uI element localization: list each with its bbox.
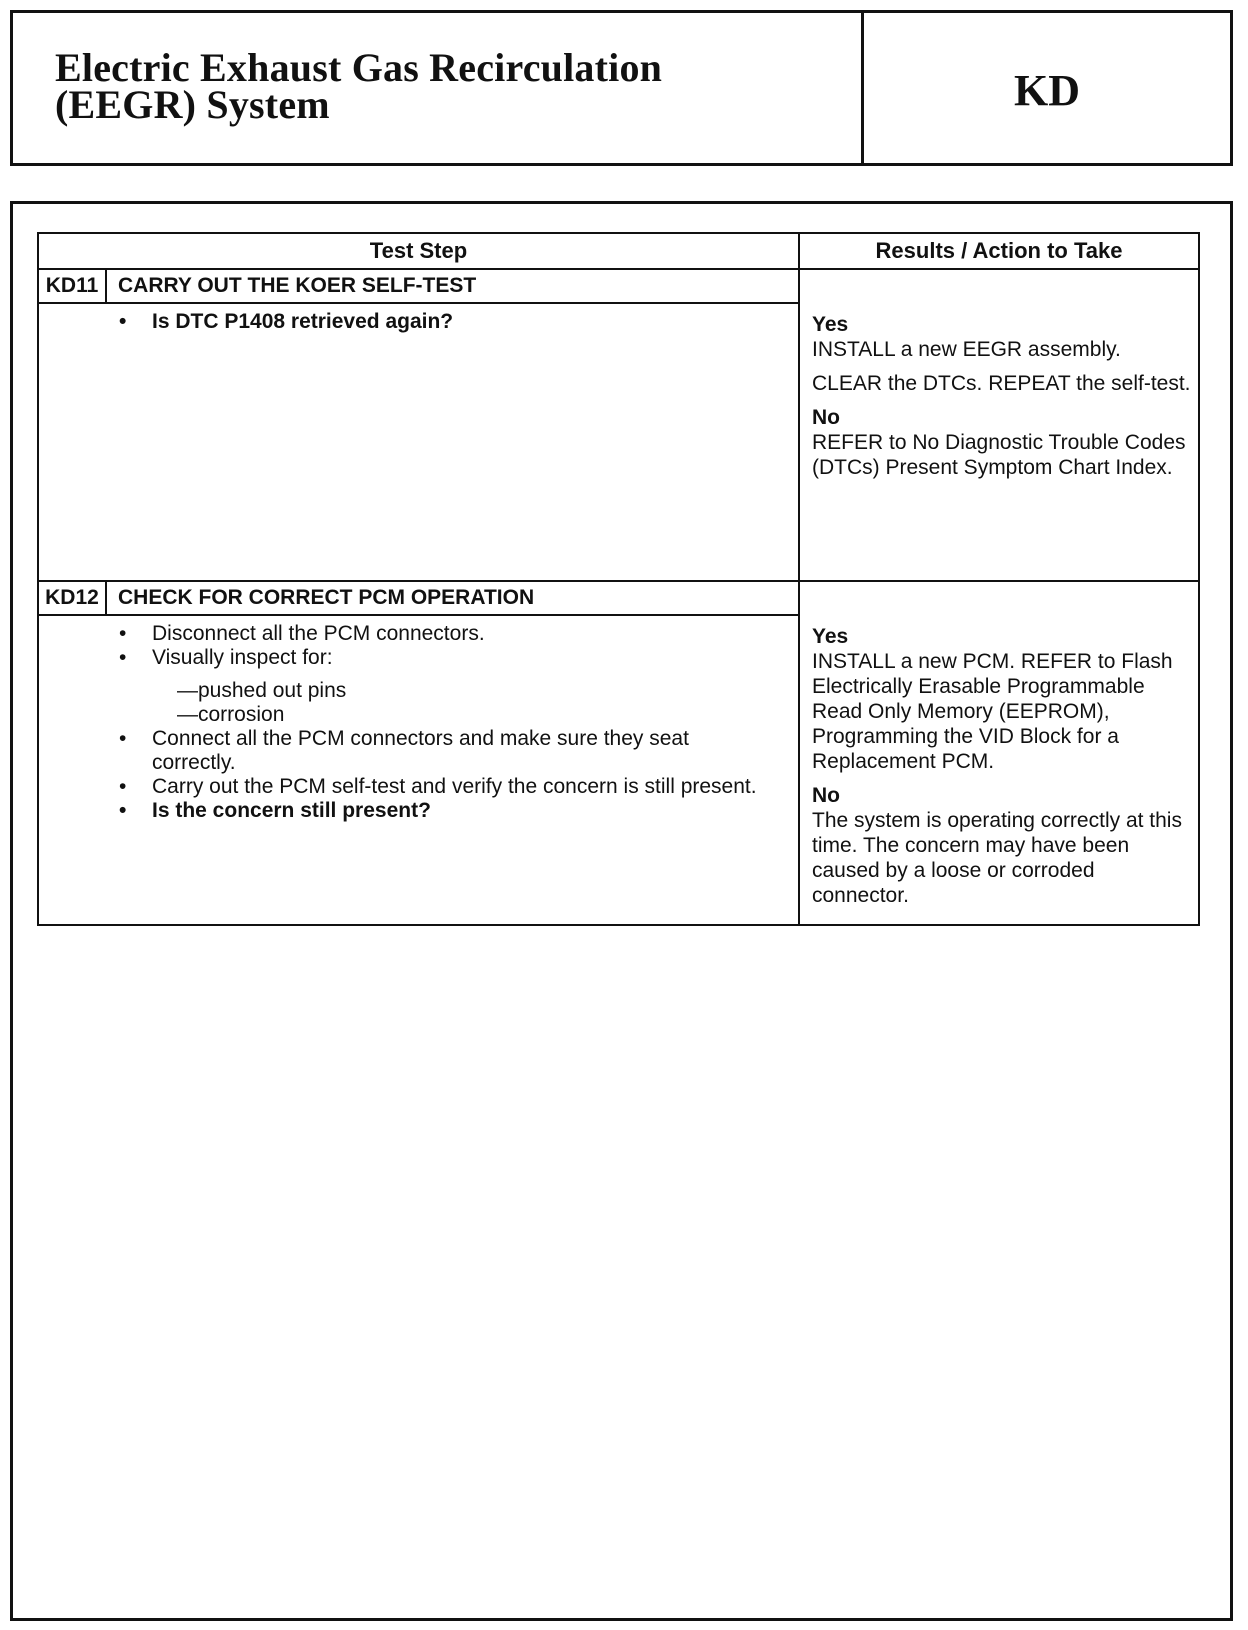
yes-label: Yes <box>812 625 849 648</box>
inspection-list <box>115 679 768 727</box>
step-id: KD12 <box>39 582 107 614</box>
section-code: KD <box>1014 65 1080 115</box>
step-instruction: • Connect all the PCM connectors and make sure they seat correctly. <box>115 727 768 775</box>
step-question: • Is DTC P1408 retrieved again? <box>115 310 768 334</box>
step-heading: CHECK FOR CORRECT PCM OPERATION <box>118 586 535 609</box>
step-id: KD11 <box>39 270 107 302</box>
inspection-item: — corrosion <box>177 703 768 727</box>
content-frame <box>10 201 1233 1621</box>
yes-label: Yes <box>812 313 849 336</box>
table-header <box>39 234 1198 270</box>
table-row-kd11 <box>39 270 1198 582</box>
no-label: No <box>812 406 840 429</box>
title-line-2: (EEGR) System <box>55 82 330 127</box>
test-step-cell <box>39 270 800 580</box>
table-row-kd12 <box>39 582 1198 924</box>
test-step-table <box>37 232 1200 926</box>
column-header-test-step: Test Step <box>39 234 800 268</box>
results-cell <box>800 270 1198 580</box>
yes-action-2: CLEAR the DTCs. REPEAT the self-test. <box>812 372 1191 395</box>
step-title-row <box>39 270 798 304</box>
title-line-1: Electric Exhaust Gas Recirculation <box>55 45 663 90</box>
no-action: REFER to No Diagnostic Trouble Codes (DTCs) Present Symptom Chart Index. <box>812 431 1186 479</box>
step-heading: CARRY OUT THE KOER SELF-TEST <box>118 274 477 297</box>
step-body <box>39 304 798 340</box>
test-step-cell <box>39 582 800 924</box>
step-instruction: • Carry out the PCM self-test and verify the concern is still present. <box>115 775 768 799</box>
step-instruction: • Visually inspect for: <box>115 646 768 670</box>
page-title <box>13 13 864 163</box>
no-action: The system is operating correctly at this time. The concern may have been caused by a loose or corroded connector. <box>812 809 1182 907</box>
step-instruction: • Disconnect all the PCM connectors. <box>115 622 768 646</box>
yes-action-1: INSTALL a new EEGR assembly. <box>812 338 1121 361</box>
column-header-results: Results / Action to Take <box>875 238 1123 263</box>
yes-action: INSTALL a new PCM. REFER to Flash Electrically Erasable Programmable Read Only Memory (EEPROM), Programming the VID Block for a Replacement PCM. <box>812 650 1173 773</box>
step-question: • Is the concern still present? <box>115 799 768 823</box>
step-body <box>39 616 798 829</box>
no-label: No <box>812 784 840 807</box>
results-cell <box>800 582 1198 924</box>
inspection-item: — pushed out pins <box>177 679 768 703</box>
step-title-row <box>39 582 798 616</box>
page-header <box>10 10 1233 166</box>
